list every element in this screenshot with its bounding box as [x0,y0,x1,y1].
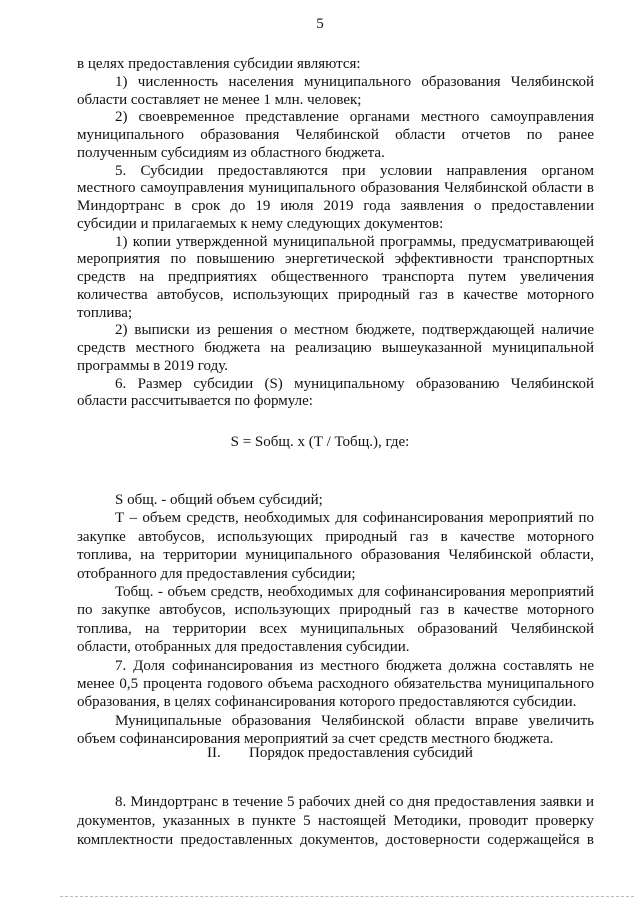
page-number: 5 [316,16,324,32]
text-line: средств на предприятиях общественного транспорта путем увеличения [77,269,594,285]
text-line: средств местного бюджета на реализацию вышеуказанной муниципальной [77,340,594,356]
text-line: количества автобусов, использующих природный газ в качестве моторного [77,286,594,303]
text-line: области составляет не менее 1 млн. человек; [77,91,362,108]
text-line: 1) численность населения муниципального образования Челябинской [115,73,594,90]
text-line: Муниципальные образования Челябинской области вправе увеличить [115,712,594,729]
text-line: мероприятия по повышению энергетической эффективности транспортных [77,251,594,268]
text-line: S общ. - общий объем субсидий; [115,492,323,508]
section-number: II. [207,745,221,761]
text-line: полученным субсидиям из областного бюджета. [77,144,385,161]
section-title-text: Порядок предоставления субсидий [249,745,473,761]
text-line: Миндортранс в срок до 19 июля 2019 года заявления о предоставлении [77,198,594,214]
text-line: образования, в целях софинансирования которого предоставляются субсидии. [77,694,577,711]
text-line: объем софинансирования мероприятий за счет средств местного бюджета. [77,731,554,748]
text-line: программы в 2019 году. [77,357,228,374]
text-line: документов, указанных в пункте 5 настоящей Методики, проводит проверку [77,813,594,829]
text-line: топлива, на территории всех муниципальных образований Челябинской [77,620,594,637]
text-line: топлива, на территории муниципального образования Челябинской области, [77,547,594,564]
text-line: местного самоуправления муниципального образования Челябинской области в [77,180,594,197]
text-line: области, отобранных для предоставления субсидии. [77,639,410,656]
text-line: 5. Субсидии предоставляются при условии направления органом [115,162,594,179]
text-line: 7. Доля софинансирования из местного бюджета должна составлять не [115,657,594,674]
section-heading [207,745,473,762]
text-line: закупке автобусов, использующих природный газ в качестве моторного [77,528,594,545]
text-line: менее 0,5 процента годового объема расходного обязательства муниципального [77,676,594,692]
text-line: топлива; [77,304,133,321]
page-bottom-rule [60,896,634,897]
text-line: муниципального образования Челябинской области отчетов по ранее [77,127,594,143]
text-line: отобранного для предоставления субсидии; [77,565,356,582]
subsidy-formula: S = Sобщ. х (Т / Тобщ.), где: [230,434,410,450]
text-line: в целях предоставления субсидии являются: [77,56,361,72]
text-line: 1) копии утвержденной муниципальной программы, предусматривающей [115,233,594,250]
text-line: 8. Миндортранс в течение 5 рабочих дней со дня предоставления заявки и [115,794,594,810]
text-line: 2) своевременное представление органами местного самоуправления [115,109,594,126]
text-line: комплектности предоставленных документов, достоверности содержащейся в [77,832,594,848]
text-line: области рассчитывается по формуле: [77,393,313,410]
text-line: Тобщ. - объем средств, необходимых для софинансирования мероприятий [115,584,594,600]
text-line: Т – объем средств, необходимых для софинансирования мероприятий по [115,510,594,527]
text-line: субсидии и прилагаемых к нему следующих документов: [77,215,444,232]
text-line: по закупке автобусов, использующих природный газ в качестве моторного [77,602,594,619]
text-line: 6. Размер субсидии (S) муниципальному образованию Челябинской [115,375,594,392]
text-line: 2) выписки из решения о местном бюджете, подтверждающей наличие [115,322,594,339]
